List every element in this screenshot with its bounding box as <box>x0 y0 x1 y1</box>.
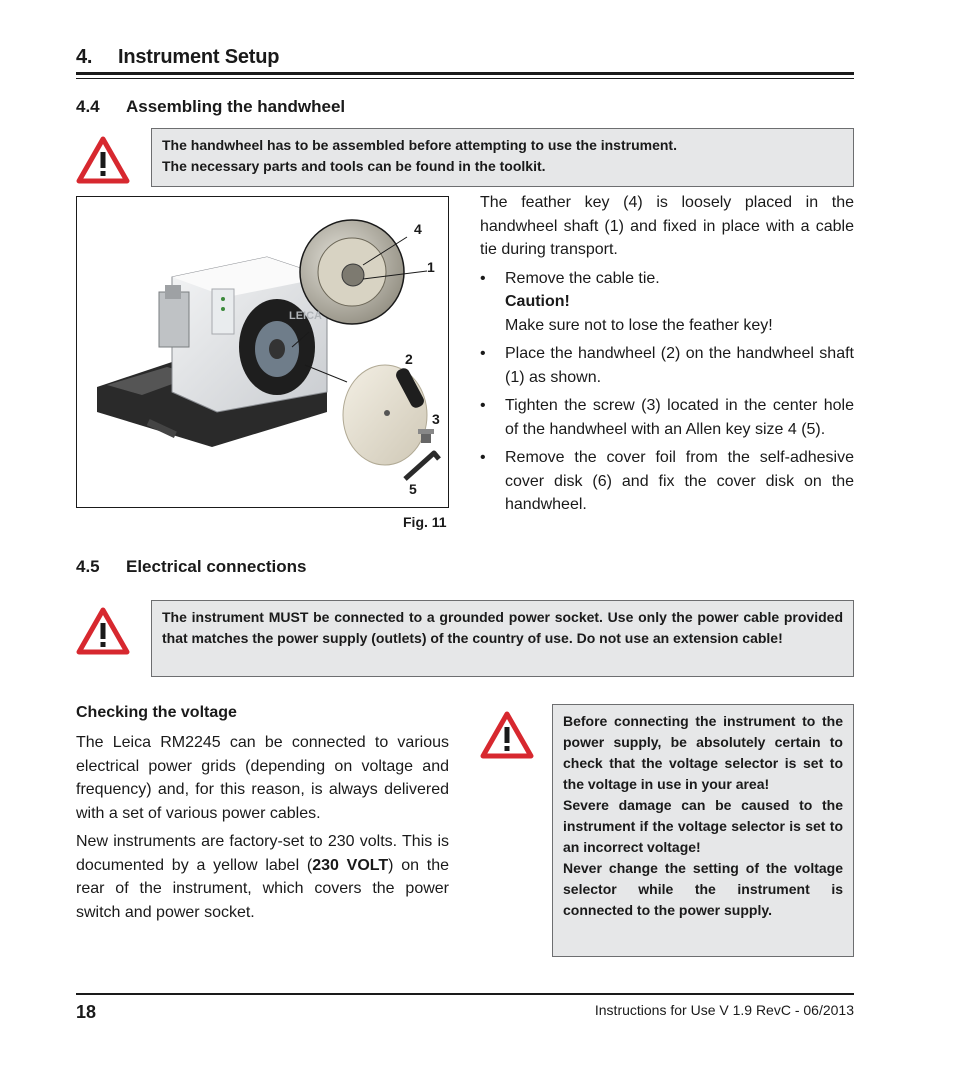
header-rule <box>76 72 854 75</box>
list-item <box>480 342 854 389</box>
subheading-checking-voltage: Checking the voltage <box>76 704 237 721</box>
step-list <box>480 267 854 517</box>
header-rule-thin <box>76 78 854 79</box>
bullet-icon: • <box>480 345 486 362</box>
text-run: New instruments are factory-set to 230 volts. This is documented by a yellow label ( <box>76 833 449 874</box>
list-item <box>480 394 854 441</box>
warning-box-grounding <box>151 600 854 677</box>
callout-2: 2 <box>405 351 413 367</box>
section-heading-4-5 <box>76 557 306 577</box>
list-item <box>480 446 854 517</box>
figure-caption: Fig. 11 <box>403 514 447 530</box>
bullet-icon: • <box>480 449 486 466</box>
warning-paragraph: Before connecting the instrument to the power supply, be absolutely certain to check that the voltage selector is set to the voltage in use in your area! <box>563 713 843 792</box>
bullet-icon: • <box>480 269 486 287</box>
voltage-text <box>76 731 449 929</box>
step-text: Tighten the screw (3) located in the center hole of the handwheel with an Allen key size 4 (5). <box>505 397 854 438</box>
callout-4: 4 <box>414 221 422 237</box>
callout-1: 1 <box>427 259 435 275</box>
warning-box-voltage-selector <box>552 704 854 957</box>
caution-label: Caution! <box>505 293 570 310</box>
warning-paragraph: Never change the setting of the voltage selector while the instrument is connected to the power supply. <box>563 860 843 918</box>
footer-rule <box>76 993 854 995</box>
intro-paragraph: The feather key (4) is loosely placed in the handwheel shaft (1) and fixed in place with a cable tie during transport. <box>480 194 854 258</box>
chapter-number: 4. <box>76 46 93 68</box>
handwheel-instructions <box>480 191 854 522</box>
warning-line: The handwheel has to be assembled before attempting to use the instrument. <box>162 137 677 153</box>
warning-box-handwheel <box>151 128 854 187</box>
step-text: Remove the cable tie. <box>505 269 660 287</box>
warning-paragraph: Severe damage can be caused to the instrument if the voltage selector is set to an incorrect voltage! <box>563 797 843 855</box>
warning-triangle-icon <box>76 136 130 184</box>
bullet-icon: • <box>480 397 486 414</box>
document-info: Instructions for Use V 1.9 RevC - 06/2013 <box>594 1002 854 1018</box>
warning-triangle-icon <box>480 711 534 759</box>
chapter-title: Instrument Setup <box>118 46 280 68</box>
voltage-paragraph-2 <box>76 830 449 924</box>
figure-handwheel-assembly <box>76 196 449 508</box>
chapter-heading <box>76 46 279 69</box>
warning-triangle-icon <box>76 607 130 655</box>
step-text: Remove the cover foil from the self-adhesive cover disk (6) and fix the cover disk on the handwheel. <box>505 449 854 513</box>
microtome-illustration <box>77 197 448 507</box>
warning-line: The necessary parts and tools can be found in the toolkit. <box>162 158 546 174</box>
step-text: Place the handwheel (2) on the handwheel shaft (1) as shown. <box>505 345 854 386</box>
text-run: ) on the rear of the instrument, which covers the power switch and power socket. <box>76 856 449 921</box>
brand-label: LEICA <box>289 310 322 322</box>
list-item <box>480 267 854 338</box>
warning-text: The instrument MUST be connected to a grounded power socket. Use only the power cable provided that matches the power supply (outlets) of the country of use. Do not use an extension cable! <box>162 609 843 646</box>
voltage-paragraph-1: The Leica RM2245 can be connected to various electrical power grids (depending on voltage and frequency) and, for this reason, is always delivered with a set of various power cables. <box>76 734 449 822</box>
section-number: 4.4 <box>76 97 100 116</box>
section-title: Assembling the handwheel <box>126 97 346 116</box>
section-title: Electrical connections <box>126 557 307 576</box>
section-heading-4-4 <box>76 97 345 117</box>
voltage-label-text: 230 VOLT <box>312 856 389 874</box>
callout-5: 5 <box>409 481 417 497</box>
caution-text: Make sure not to lose the feather key! <box>505 316 773 334</box>
section-number: 4.5 <box>76 557 100 576</box>
callout-3: 3 <box>432 411 440 427</box>
page-number: 18 <box>76 1002 97 1022</box>
